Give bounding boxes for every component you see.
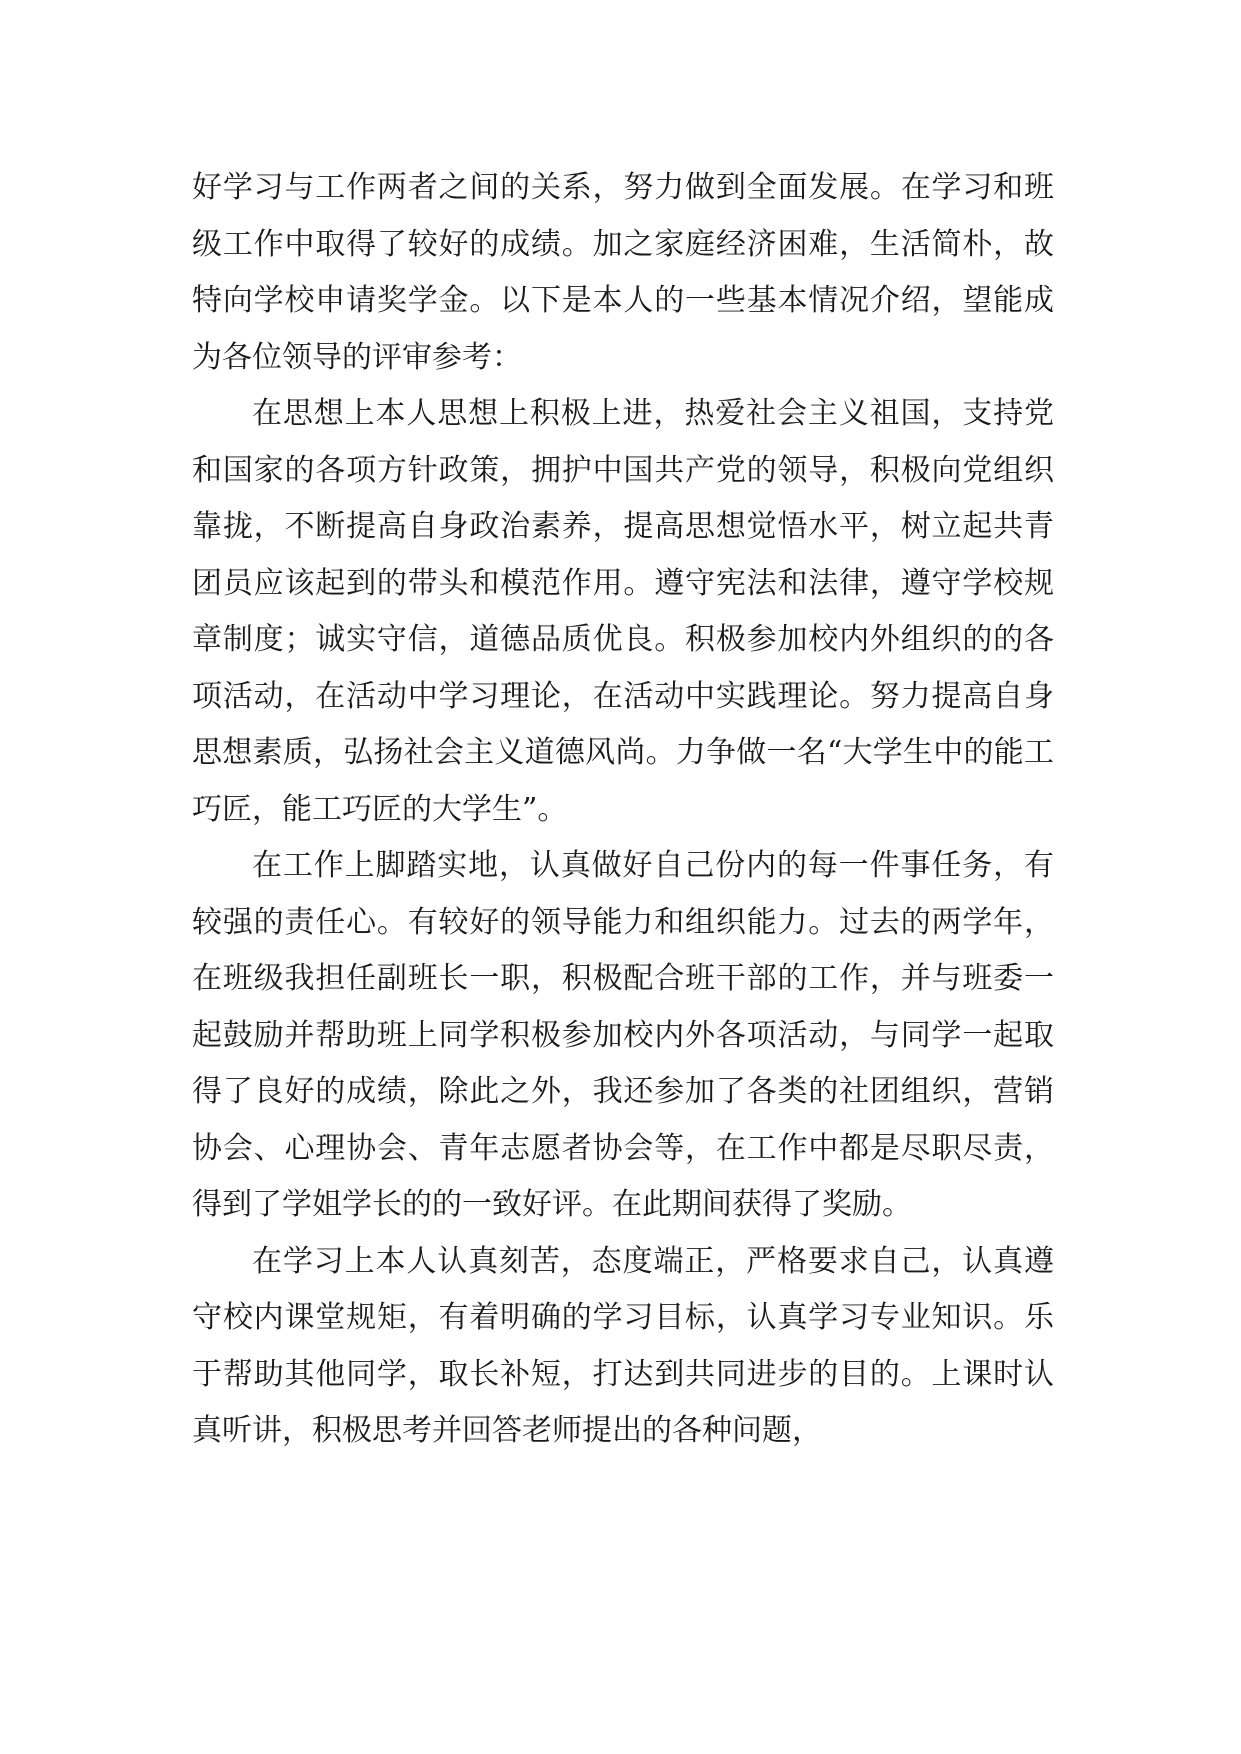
document-body [192,160,1054,1460]
paragraph-continuation: 好学习与工作两者之间的关系，努力做到全面发展。在学习和班级工作中取得了较好的成绩。加之家庭经济困难，生活简朴，故特向学校申请奖学金。以下是本人的一些基本情况介绍，望能成为各位领导的评审参考： [192,170,1054,375]
paragraph-work: 在工作上脚踏实地，认真做好自己份内的每一件事任务，有较强的责任心。有较好的领导能力和组织能力。过去的两学年，在班级我担任副班长一职，积极配合班干部的工作，并与班委一起鼓励并帮助班上同学积极参加校内外各项活动，与同学一起取得了良好的成绩，除此之外，我还参加了各类的社团组织，营销协会、心理协会、青年志愿者协会等，在工作中都是尽职尽责，得到了学姐学长的的一致好评。在此期间获得了奖励。 [192,848,1054,1222]
paragraph-study: 在学习上本人认真刻苦，态度端正，严格要求自己，认真遵守校内课堂规矩，有着明确的学习目标，认真学习专业知识。乐于帮助其他同学，取长补短，打达到共同进步的目的。上课时认真听讲，积极思考并回答老师提出的各种问题， [192,1243,1054,1448]
paragraph-ideology: 在思想上本人思想上积极上进，热爱社会主义祖国，支持党和国家的各项方针政策，拥护中国共产党的领导，积极向党组织靠拢，不断提高自身政治素养，提高思想觉悟水平，树立起共青团员应该起到的带头和模范作用。遵守宪法和法律，遵守学校规章制度；诚实守信，道德品质优良。积极参加校内外组织的的各项活动，在活动中学习理论，在活动中实践理论。努力提高自身思想素质，弘扬社会主义道德风尚。力争做一名“大学生中的能工巧匠，能工巧匠的大学生”。 [192,396,1054,827]
